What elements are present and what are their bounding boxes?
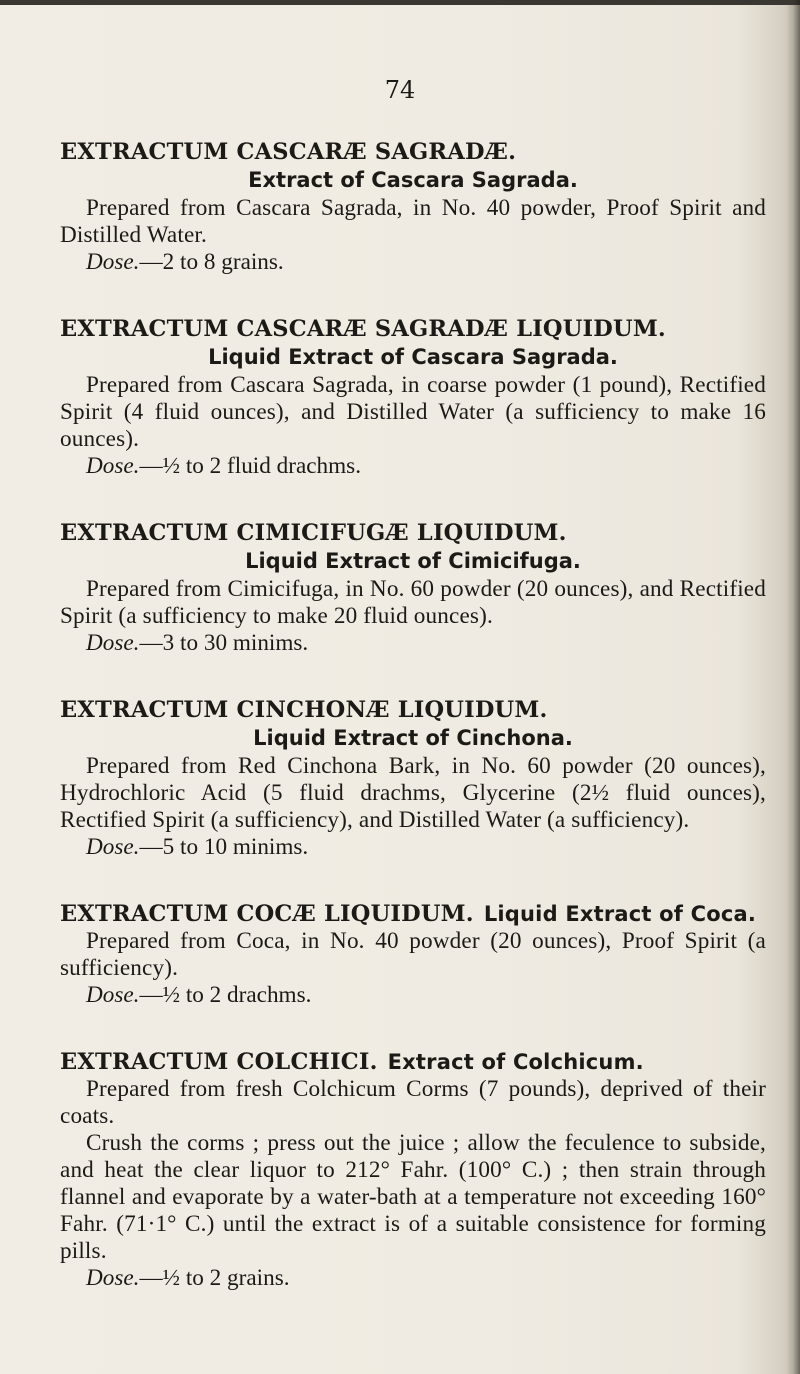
entry-heading: EXTRACTUM COCÆ LIQUIDUM. (60, 901, 474, 927)
entry-heading: EXTRACTUM CASCARÆ SAGRADÆ LIQUIDUM. (60, 316, 666, 342)
entry-paragraph: Prepared from Cimicifuga, in No. 60 powder (20 ounces), and Rectified Spirit (a sufficiency to make 20 fluid ounces). (60, 576, 766, 629)
entry-paragraph: Prepared from Coca, in No. 40 powder (20 ounces), Proof Spirit (a sufficiency). (60, 928, 766, 981)
entry-heading-line (60, 1048, 766, 1076)
dose-label: Dose. (86, 982, 140, 1008)
entry-dose (60, 834, 766, 861)
entry-dose (60, 249, 766, 276)
dose-label: Dose. (86, 834, 140, 860)
entry-paragraph: Prepared from Cascara Sagrada, in coarse powder (1 pound), Rectified Spirit (4 fluid ounces), and Distilled Water (a sufficiency to make 16 ounces). (60, 372, 766, 452)
entry-heading: EXTRACTUM CIMICIFUGÆ LIQUIDUM. (60, 520, 567, 546)
dose-value: —½ to 2 drachms. (139, 982, 312, 1008)
entry-paragraph: Prepared from fresh Colchicum Corms (7 pounds), deprived of their coats. (60, 1076, 766, 1129)
entry-subheading: Liquid Extract of Coca. (483, 902, 757, 926)
page-number: 74 (384, 76, 416, 104)
dose-label: Dose. (86, 453, 140, 479)
entry-heading: EXTRACTUM CINCHONÆ LIQUIDUM. (60, 697, 548, 723)
dose-value: —½ to 2 fluid drachms. (139, 453, 361, 479)
entry-subheading: Liquid Extract of Cinchona. (253, 726, 573, 750)
entry-paragraph: Prepared from Cascara Sagrada, in No. 40 powder, Proof Spirit and Distilled Water. (60, 195, 766, 248)
entry-dose (60, 630, 766, 657)
top-edge (0, 0, 800, 5)
entry-heading: EXTRACTUM CASCARÆ SAGRADÆ. (60, 139, 517, 165)
entry-paragraph: Crush the corms ; press out the juice ; allow the feculence to subside, and heat the clear liquor to 212° Fahr. (100° C.) ; then strain through flannel and evaporate by a water-bath at a temperature not exceeding 160° Fahr. (71·1° C.) until the extract is of a suitable consistence for forming pills. (60, 1130, 766, 1264)
entry-extractum-colchici (60, 1048, 766, 1292)
entry-extractum-cimicifugae-liquidum (60, 519, 766, 657)
dose-label: Dose. (86, 630, 140, 656)
entry-extractum-cocae-liquidum (60, 900, 766, 1009)
dose-value: —5 to 10 minims. (139, 834, 309, 860)
page-content (60, 138, 766, 1331)
entry-subheading: Extract of Cascara Sagrada. (248, 168, 578, 192)
entry-subheading: Liquid Extract of Cascara Sagrada. (208, 345, 618, 369)
entry-extractum-cascarae-sagradae (60, 138, 766, 276)
dose-value: —3 to 30 minims. (139, 630, 309, 656)
entry-dose (60, 1265, 766, 1292)
dose-value: —½ to 2 grains. (139, 1265, 290, 1291)
entry-dose (60, 982, 766, 1009)
dose-label: Dose. (86, 249, 140, 275)
entry-dose (60, 453, 766, 480)
entry-extractum-cascarae-sagradae-liquidum (60, 315, 766, 480)
entry-extractum-cinchonae-liquidum (60, 696, 766, 861)
dose-label: Dose. (86, 1265, 140, 1291)
entry-subheading: Liquid Extract of Cimicifuga. (245, 549, 581, 573)
entry-heading: EXTRACTUM COLCHICI. (60, 1049, 378, 1075)
dose-value: —2 to 8 grains. (139, 249, 284, 275)
entry-paragraph: Prepared from Red Cinchona Bark, in No. 60 powder (20 ounces), Hydrochloric Acid (5 fluid drachms, Glycerine (2½ fluid ounces), Rectified Spirit (a sufficiency), and Distilled Water (a sufficiency). (60, 753, 766, 833)
entry-subheading: Extract of Colchicum. (387, 1050, 644, 1074)
page-edge-shadow (786, 0, 800, 1374)
entry-heading-line (60, 900, 766, 928)
